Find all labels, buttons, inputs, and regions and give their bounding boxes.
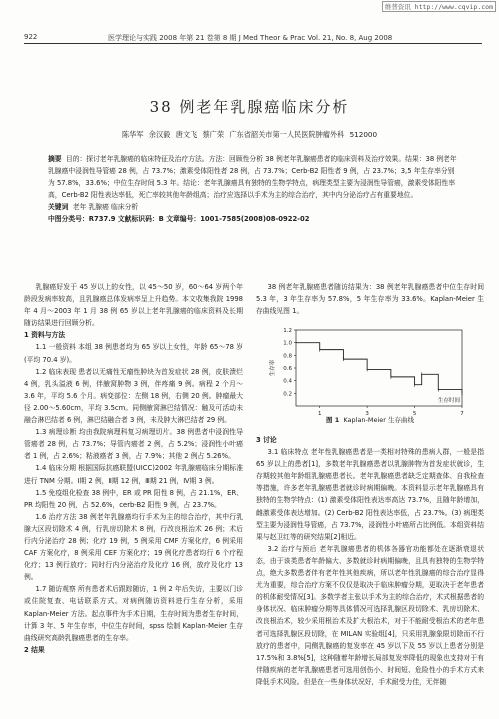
author-line: 陈华军 余汉毅 唐文飞 蔡广荣 广东省韶关市第一人民医院肿瘤外科 512000 bbox=[121, 130, 378, 139]
keywords-label: 关键词 bbox=[48, 203, 69, 211]
left-column-paragraph: 1.7 随访观察 所有患者术后跟踪随访，1 例 2 年后失访，主要以门诊或住院复查、电话联系方式。对病例随访资料进行生存分析，采用 Kaplan-Meier 方法。起点事件为手术日期，生存时间为患者生存时间，计算 3 年、5 年生存率，中位生存时间，spss 绘制 Kaplan-Meier 生存曲线研究高龄乳腺癌患者的生存率。 bbox=[24, 585, 243, 642]
x-tick-label: 1 bbox=[317, 411, 322, 417]
journal-citation: 医学理论与实践 2008 年第 21 卷第 8 期 J Med Theor & Prac Vol. 21, No. 8, Aug 2008 bbox=[108, 34, 393, 42]
discussion-paragraph: 3.2 治疗与预后 老年乳腺癌患者的机体各器官功能都处在逐渐衰退状态，由于该类患者年龄偏大、多数就诊时病期偏晚，且具有独特的生物学特点，绝大多数患者伴有老年性其他疾病，所以老年性乳腺癌的综合治疗显得尤为重要，综合治疗方案不仅仅是取决于临床肿瘤分期，更取决于老年患者的机体耐受情况[3]。多数学者主张以手术为主的综合治疗，术式根据患者的身体状况、临床肿瘤分期等具体情况可选择乳腺区段切除术、乳房切除术、改良根治术，较少采用根治术及扩大根治术，对于不能耐受根治术的老年患者可选择乳腺区段切除，在 MILAN 实验组[4]，只采用乳腺象限切除而不行放疗的患者中，同侧乳腺癌的复发率在 45 岁以下及 55 岁以上患者分别是 17.5%和 3.8%[5]，这种随着年龄增长局部复发率降低的现象也支持对于有伴随疾病的老年乳腺癌患者可选用创伤小、时间短、危险性小的手术方式来降低手术风险。但是在一些身体状况好，手术耐受力佳，无伴随 bbox=[256, 544, 484, 686]
left-column-paragraph: 1.1 一般资料 本组 38 例患者均为 65 岁以上女性，年龄 65～78 岁(平均 70.4 岁)。 bbox=[24, 343, 243, 364]
y-tick-label: 0.6 bbox=[283, 366, 292, 372]
left-column-paragraph: 1.6 治疗方法 38 例老年乳腺癌均行手术为主的综合治疗，其中行乳腺大区段切除术 4 例，行乳房切除术 8 例，行改良根治术 26 例；术后行内分泌治疗 28 例；化疗 19 例，5 例采用 CMF 方案化疗，6 例采用 CAF 方案化疗，8 例采用 CEF 方案化疗；19 例化疗患者均行 6 个疗程化疗；13 例行放疗；同时行内分泌治疗及化疗 16 例，放疗及化疗 13 例。 bbox=[24, 512, 243, 582]
page-number: 922 bbox=[24, 33, 38, 41]
abstract-label: 摘要 bbox=[48, 155, 62, 163]
left-column-paragraph: 乳腺癌好发于 45 岁以上的女性，以 45～50 岁，60～64 岁两个年龄段发病率较高，且乳腺癌总体发病率呈上升趋势。本文收集我院 1998 年 4 月～2003 年 1 月 38 例 65 岁以上老年乳腺癌的临床资料及长期随访结果进行回顾分析。 bbox=[24, 283, 243, 328]
abstract-block bbox=[48, 153, 460, 225]
header-rule bbox=[24, 43, 482, 44]
left-column-paragraph: 1.2 临床表现 患者以无痛性无瘤性肿块为首发症状 28 例，皮肤溃烂 4 例，乳头溢液 6 例，伴腋窝肿物 3 例，伴疼痛 9 例。病程 2 个月～3.6 年，平均 5.6 个月。病变部位：左侧 18 例，右侧 20 例。肿瘤最大径 2.00～5.60cm，平均 3.5cm。同侧腋窝淋巴结情况：触及可活动未融合淋巴结者 6 例，淋巴结融合者 3 例，未及肿大淋巴结者 29 例。 bbox=[24, 367, 243, 425]
abstract-paragraph bbox=[48, 153, 460, 201]
left-column-paragraph: 1.4 临床分期 根据国际抗癌联盟(UICC)2002 年乳腺癌临床分期标准进行 TNM 分期。Ⅰ期 2 例，Ⅱ期 12 例，Ⅲ期 21 例，Ⅳ期 3 例。 bbox=[24, 464, 243, 485]
keywords-text: 老年 乳腺癌 临床分析 bbox=[72, 203, 139, 211]
x-axis-label: 生存时间 bbox=[437, 398, 460, 404]
y-axis-label: 生存率 bbox=[270, 359, 276, 377]
y-tick-label: 1.2 bbox=[283, 328, 292, 334]
x-tick-label: 7 bbox=[460, 411, 464, 417]
figure-caption-text: Kaplan-Meier 生存曲线 bbox=[343, 416, 415, 424]
discussion-paragraph: 3.1 临床特点 老年性乳腺癌患者是一类相对特殊的患病人群，一般是指 65 岁以上的患者[1]，多数老年乳腺癌患者以乳腺肿物为首发症状就诊，生存期较其他年龄组乳腺癌患者长。老年乳腺癌患者缺乏定期查体、自我检查等措施，许多老年乳腺癌患者就诊时病期偏晚。本资料显示老年乳腺癌具有独特的生物学特点：(1) 激素受体阳性表达率高达 73.7%，且随年龄增加，雌激素受体表达增加。(2) Cerb-B2 阳性表达率低，占 23.7%。(3) 病理类型主要为浸润性导管癌，占 73.7%，浸润性小叶癌所占比例低。本组资料结果与赵卫红等的研究结果[2]相近。 bbox=[256, 448, 484, 541]
figure-caption-label: 图 1 bbox=[325, 416, 340, 424]
left-column-paragraph: 1.5 免疫组化检查 38 例中，ER 或 PR 阳性 8 例，占 21.1%，ER、PR 均阳性 20 例，占 52.6%，cerb-B2 阳性 9 例，占 23.7%。 bbox=[24, 488, 243, 509]
survival-curve bbox=[296, 343, 462, 394]
keywords-line bbox=[48, 201, 460, 213]
classification-line: 中图分类号：R737.9 文献标识码：B 文章编号：1001-7585(2008)08-0922-02 bbox=[48, 215, 310, 223]
x-tick-label: 3 bbox=[365, 411, 369, 417]
article-title: 38 例老年乳腺癌临床分析 bbox=[149, 98, 350, 116]
y-tick-label: 0.8 bbox=[283, 353, 292, 360]
y-tick-label: 0.2 bbox=[283, 391, 292, 398]
y-tick-label: 1.0 bbox=[283, 340, 292, 347]
watermark-stamp: 维普资讯 http://www.cqvip.com bbox=[382, 1, 496, 12]
plot-frame bbox=[296, 330, 462, 406]
left-column-heading: 1 资料与方法 bbox=[24, 331, 66, 340]
abstract-text: 目的：探讨老年乳腺癌的临床特征及治疗方法。方法：回顾性分析 38 例老年乳腺癌患者的临床资料及治疗效果。结果：38 例老年乳腺癌中浸润性导管癌 28 例，占 73.7%；激素受体阳性者 28 例，占 73.7%；Cerb-B2 阳性者 9 例，占 23.7%；3,5 年生存率分别为 57.8%，33.6%；中位生存时间 5.3 年。结论：老年乳腺癌具有独特的生物学特点，病理类型主要为浸润性导管癌，激素受体阳性率高，Cerb-B2 阳性表达率低，死亡率较其他年龄组高；治疗应选择以手术为主的综合治疗，其中内分泌治疗占有重要地位。 bbox=[48, 155, 457, 199]
discussion-heading: 3 讨论 bbox=[256, 436, 277, 444]
figure-caption bbox=[256, 415, 484, 424]
y-tick-label: 0.4 bbox=[283, 378, 292, 385]
left-column-heading: 2 结果 bbox=[24, 645, 45, 654]
left-column-paragraph: 1.3 病理诊断 均由我院病理科复习病理切片。38 例患者中浸润性导管癌者 28 例，占 73.7%；导管内癌者 2 例，占 5.2%；浸润性小叶癌者 1 例，占 2.6%；粘液癌者 3 例，占 7.9%；其他 2 例占 5.26%。 bbox=[24, 428, 243, 461]
results-paragraph: 38 例老年乳腺癌患者随访结果为：38 例老年乳腺癌患者中位生存时间 5.3 年，3 年生存率为 57.8%，5 年生存率为 33.6%。Kaplan-Meier 生存曲线见图 1。 bbox=[256, 283, 484, 316]
kaplan-meier-chart bbox=[262, 322, 482, 422]
x-tick-label: 5 bbox=[412, 411, 417, 417]
right-column-intro bbox=[256, 281, 484, 317]
right-column-discussion bbox=[256, 434, 484, 688]
left-column bbox=[24, 281, 243, 656]
